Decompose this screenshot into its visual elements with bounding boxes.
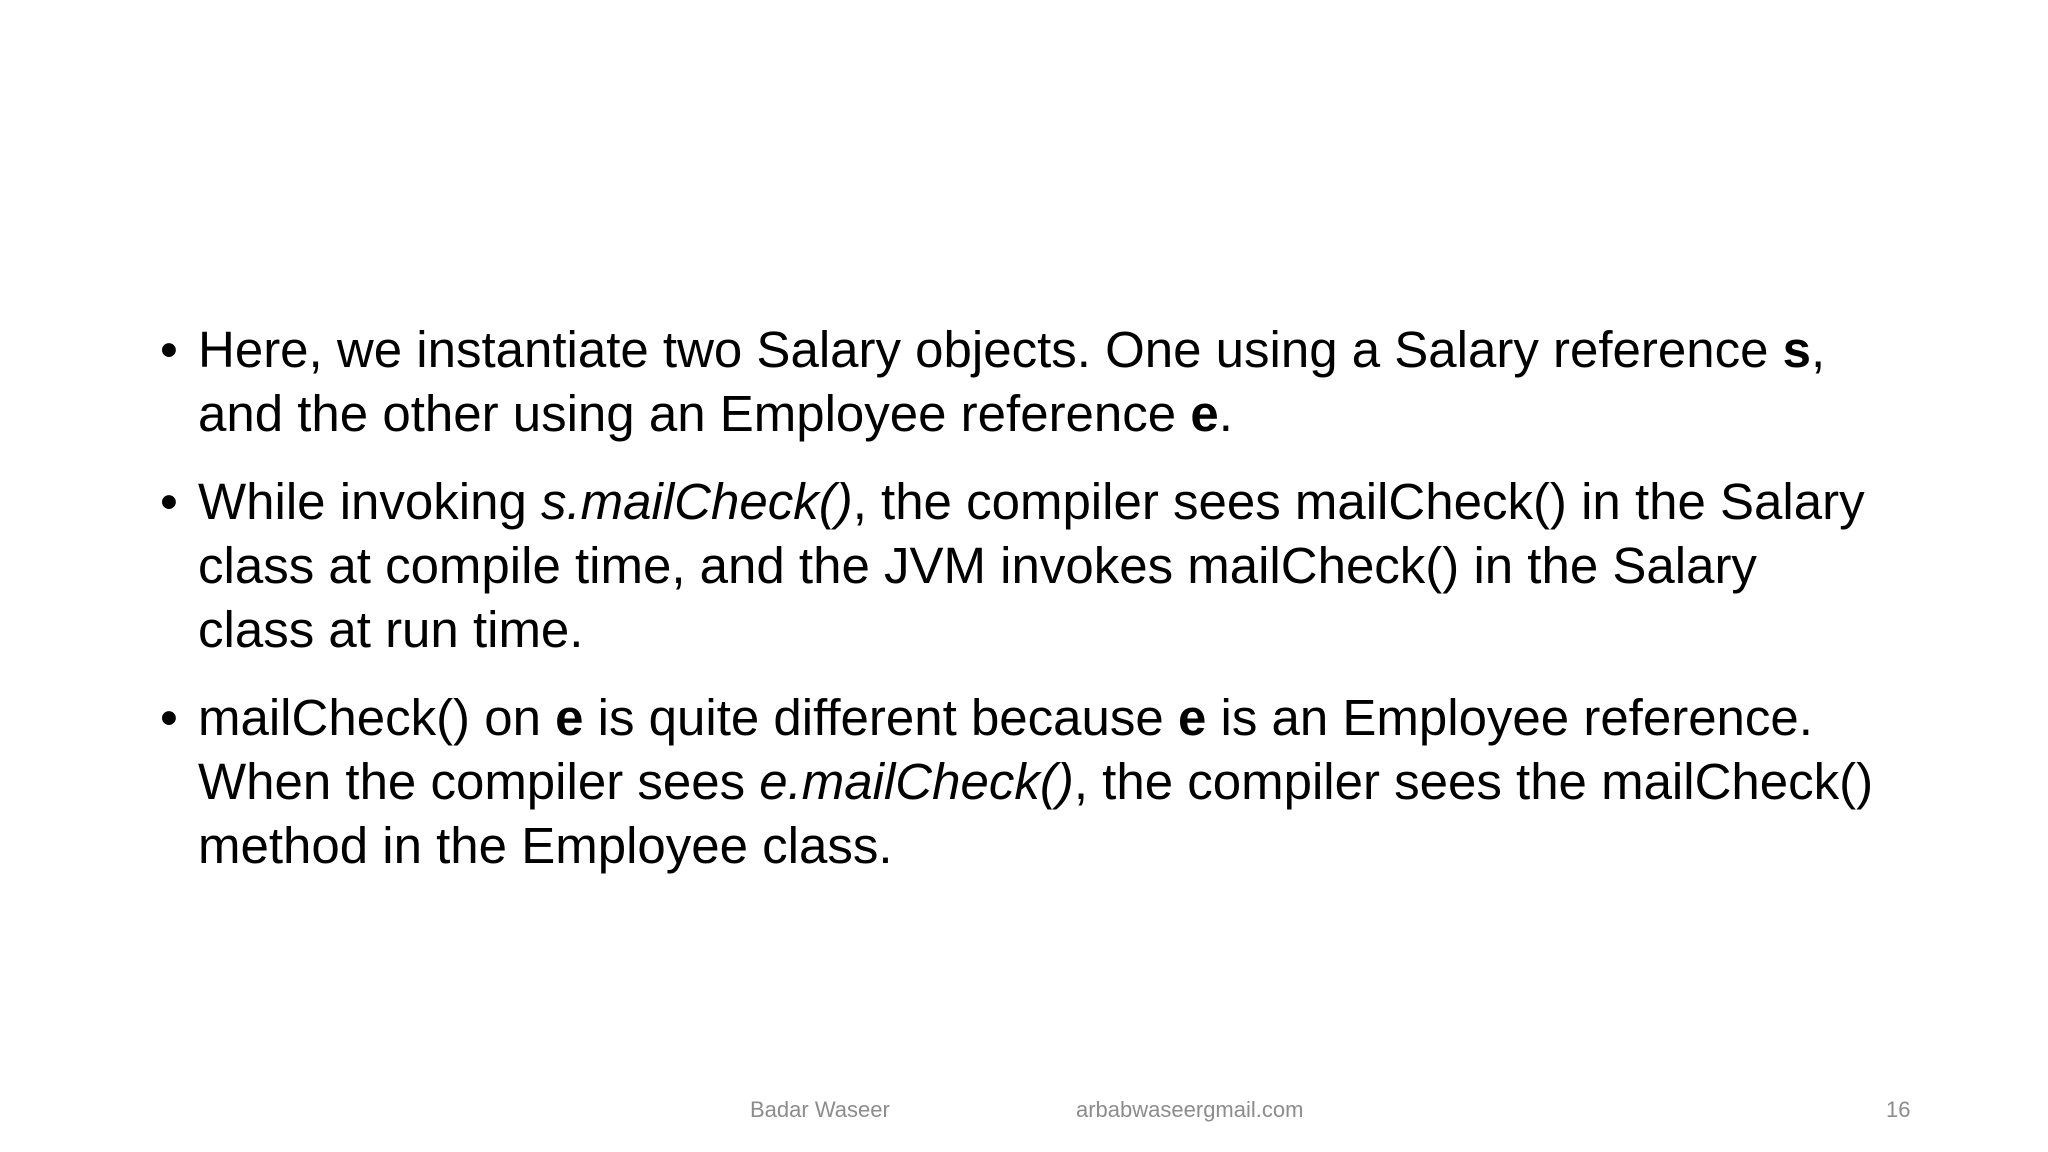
bullet-text — [198, 689, 1873, 874]
bullet-dot-icon: • — [160, 689, 178, 746]
footer-author: Badar Waseer — [750, 1097, 890, 1122]
bullet-text — [198, 321, 1825, 442]
bullet-dot-icon: • — [160, 473, 178, 530]
text-run: is an Employee reference. When the compiler sees — [198, 689, 1813, 810]
text-run-bold: s — [1782, 321, 1812, 378]
text-run-bold: e — [1177, 689, 1207, 746]
bullet-list — [160, 318, 1880, 902]
footer-email: arbabwaseergmail.com — [1076, 1097, 1304, 1122]
bullet-dot-icon: • — [160, 321, 178, 378]
text-run: mailCheck() on — [198, 689, 556, 746]
text-run-italic: s.mailCheck() — [540, 473, 853, 530]
text-run: . — [1218, 385, 1233, 442]
text-run: , the compiler sees mailCheck() in the Salary class at compile time, and the JVM invokes mailCheck() in the Salary class at run time. — [198, 473, 1865, 658]
bullet-item-1 — [160, 318, 1880, 446]
text-run-bold: e — [1190, 385, 1219, 442]
text-run-bold: e — [555, 689, 584, 746]
slide-number: 16 — [1886, 1097, 1911, 1122]
text-run: , the compiler sees the mailCheck() method in the Employee class. — [198, 753, 1874, 874]
text-run: Here, we instantiate two Salary objects. One using a Salary reference — [198, 321, 1783, 378]
text-run: While invoking — [198, 473, 541, 530]
bullet-item-2 — [160, 470, 1880, 662]
text-run-italic: e.mailCheck() — [759, 753, 1074, 810]
bullet-item-3 — [160, 686, 1880, 878]
text-run: , and the other using an Employee reference — [198, 321, 1826, 442]
text-run: is quite different because — [583, 689, 1178, 746]
bullet-text — [198, 473, 1865, 658]
